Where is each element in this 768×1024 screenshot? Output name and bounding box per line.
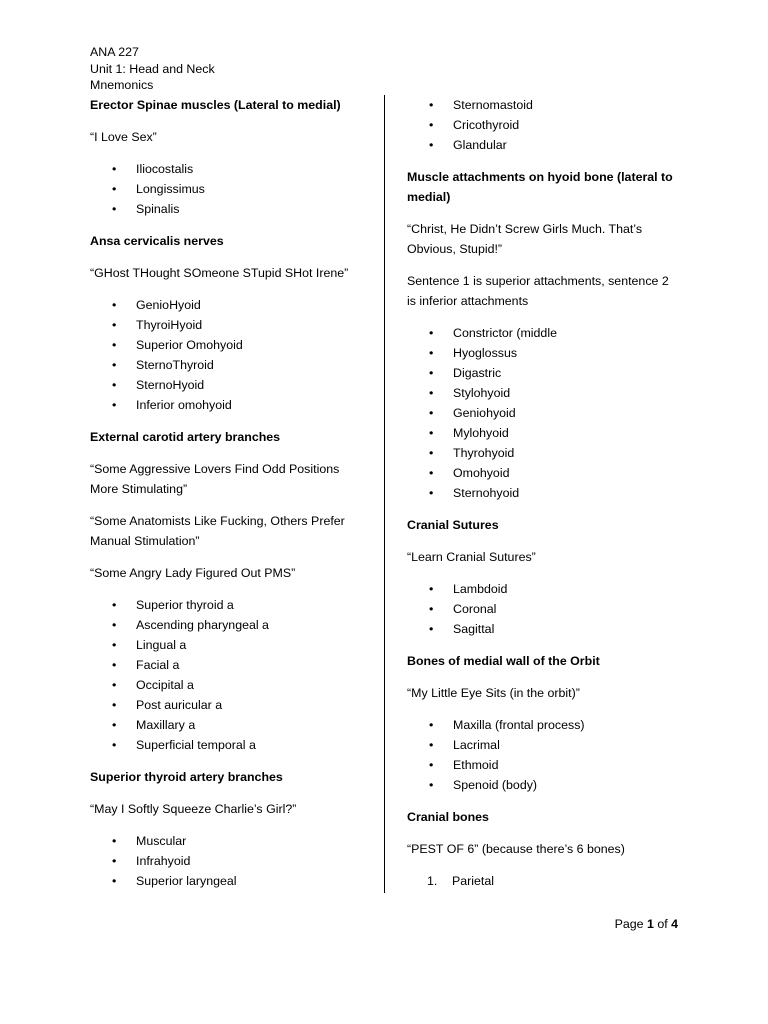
list-item: • Iliocostalis xyxy=(90,159,372,179)
right-column xyxy=(407,95,689,891)
external-carotid-list xyxy=(90,595,372,755)
hyoid-attachments-heading: Muscle attachments on hyoid bone (lateral to medial) xyxy=(407,170,673,204)
current-page: 1 xyxy=(646,917,654,931)
hyoid-attachments-mnemonic: “Christ, He Didn’t Screw Girls Much. That’s Obvious, Stupid!” xyxy=(407,222,643,256)
page-number: Page 1 of 4 xyxy=(614,917,678,931)
unit-title: Unit 1: Head and Neck xyxy=(90,61,215,76)
list-item: • Spenoid (body) xyxy=(407,775,689,795)
list-item: • Lacrimal xyxy=(407,735,689,755)
list-item xyxy=(407,871,689,891)
external-carotid-mnemonic-2: “Some Anatomists Like Fucking, Others Prefer Manual Stimulation” xyxy=(90,514,345,548)
list-item: • Cricothyroid xyxy=(407,115,689,135)
list-item: • Ethmoid xyxy=(407,755,689,775)
external-carotid-mnemonic-3: “Some Angry Lady Figured Out PMS” xyxy=(90,566,296,580)
list-item: • Thyrohyoid xyxy=(407,443,689,463)
list-item: • SternoHyoid xyxy=(90,375,372,395)
list-item: • Superficial temporal a xyxy=(90,735,372,755)
list-item: • Spinalis xyxy=(90,199,372,219)
list-item: • Hyoglossus xyxy=(407,343,689,363)
list-item: • Superior laryngeal xyxy=(90,871,372,891)
course-code: ANA 227 xyxy=(90,45,139,59)
list-item: • Lingual a xyxy=(90,635,372,655)
list-item: • Sternohyoid xyxy=(407,483,689,503)
list-item: • Muscular xyxy=(90,831,372,851)
cranial-sutures-mnemonic: “Learn Cranial Sutures” xyxy=(407,550,536,564)
ansa-cervicalis-mnemonic: “GHost THought SOmeone STupid SHot Irene” xyxy=(90,266,349,280)
list-item: • Maxillary a xyxy=(90,715,372,735)
list-item: • Inferior omohyoid xyxy=(90,395,372,415)
list-item: • Infrahyoid xyxy=(90,851,372,871)
list-item: • ThyroiHyoid xyxy=(90,315,372,335)
list-item: • Sagittal xyxy=(407,619,689,639)
list-item: • Superior Omohyoid xyxy=(90,335,372,355)
erector-spinae-list xyxy=(90,159,372,219)
external-carotid-mnemonic-1: “Some Aggressive Lovers Find Odd Positions More Stimulating” xyxy=(90,462,340,496)
list-item: • Constrictor (middle xyxy=(407,323,689,343)
list-item: • Maxilla (frontal process) xyxy=(407,715,689,735)
erector-spinae-heading: Erector Spinae muscles (Lateral to medial) xyxy=(90,98,341,112)
superior-thyroid-mnemonic: “May I Softly Squeeze Charlie’s Girl?” xyxy=(90,802,297,816)
ansa-cervicalis-heading: Ansa cervicalis nerves xyxy=(90,234,224,248)
list-item: • Post auricular a xyxy=(90,695,372,715)
orbit-medial-wall-list xyxy=(407,715,689,795)
list-item: • Superior thyroid a xyxy=(90,595,372,615)
cranial-sutures-list xyxy=(407,579,689,639)
superior-thyroid-list xyxy=(90,831,372,891)
list-item: • Stylohyoid xyxy=(407,383,689,403)
list-item: • Facial a xyxy=(90,655,372,675)
list-item: • Digastric xyxy=(407,363,689,383)
list-item: • Omohyoid xyxy=(407,463,689,483)
cranial-bones-mnemonic: “PEST OF 6” (because there’s 6 bones) xyxy=(407,842,625,856)
document-header xyxy=(90,44,215,94)
external-carotid-heading: External carotid artery branches xyxy=(90,430,281,444)
ansa-cervicalis-list xyxy=(90,295,372,415)
hyoid-attachments-note: Sentence 1 is superior attachments, sentence 2 is inferior attachments xyxy=(407,274,669,308)
left-column xyxy=(90,95,372,891)
list-item: • Mylohyoid xyxy=(407,423,689,443)
cranial-bones-list xyxy=(407,871,689,891)
list-item: • Ascending pharyngeal a xyxy=(90,615,372,635)
list-item: • Sternomastoid xyxy=(407,95,689,115)
list-number: 1. xyxy=(427,874,438,888)
column-divider xyxy=(384,95,385,893)
list-item: • Occipital a xyxy=(90,675,372,695)
topic-title: Mnemonics xyxy=(90,78,154,92)
orbit-medial-wall-heading: Bones of medial wall of the Orbit xyxy=(407,654,600,668)
superior-thyroid-list-continued xyxy=(407,95,689,155)
orbit-medial-wall-mnemonic: “My Little Eye Sits (in the orbit)” xyxy=(407,686,580,700)
list-item: • Coronal xyxy=(407,599,689,619)
list-item: • Geniohyoid xyxy=(407,403,689,423)
cranial-bones-heading: Cranial bones xyxy=(407,810,489,824)
list-item: • GenioHyoid xyxy=(90,295,372,315)
cranial-sutures-heading: Cranial Sutures xyxy=(407,518,499,532)
list-item: • Glandular xyxy=(407,135,689,155)
hyoid-attachments-list xyxy=(407,323,689,503)
list-item: • SternoThyroid xyxy=(90,355,372,375)
superior-thyroid-heading: Superior thyroid artery branches xyxy=(90,770,283,784)
list-item: • Lambdoid xyxy=(407,579,689,599)
total-pages: 4 xyxy=(671,917,678,931)
list-item: • Longissimus xyxy=(90,179,372,199)
list-item-text: Parietal xyxy=(452,874,495,888)
erector-spinae-mnemonic: “I Love Sex” xyxy=(90,130,157,144)
